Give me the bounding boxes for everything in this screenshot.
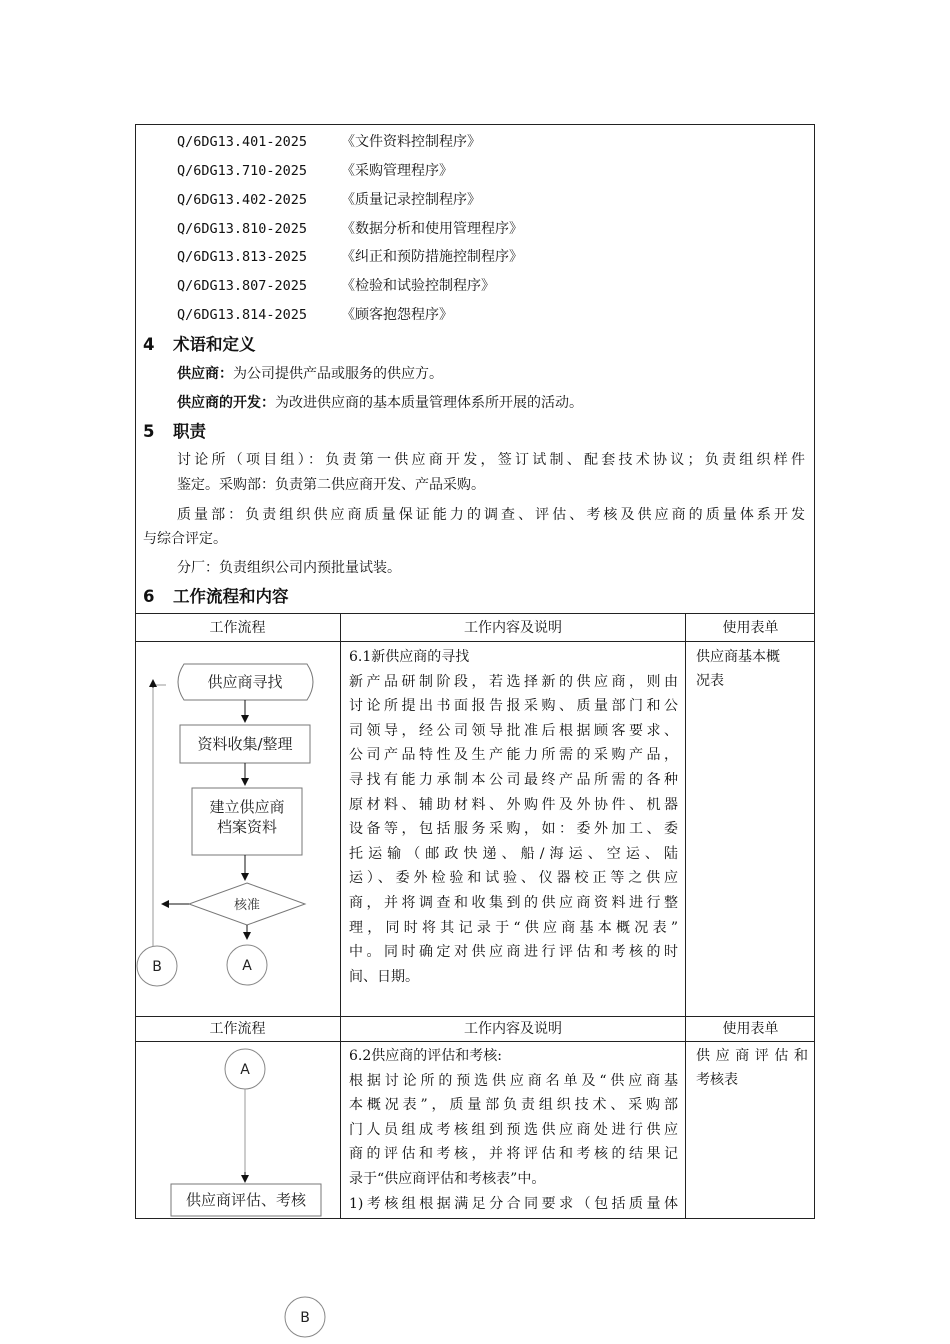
row1-content-line: 托运输（邮政快递、船/海运、空运、陆 — [349, 845, 678, 862]
row2-content — [349, 1044, 678, 1216]
reference-item: Q/6DG13.807-2025 《检验和试验控制程序》 — [177, 278, 495, 294]
row2-forms-line1: 供应商评估和 — [696, 1048, 808, 1064]
row1-content-line: 6.1新供应商的寻找 — [349, 649, 470, 665]
definition-supplier: 供应商：为公司提供产品或服务的供应方。 — [177, 366, 443, 382]
row2-content-line: 根据讨论所的预选供应商名单及“供应商基 — [349, 1072, 678, 1089]
flowchart-supplier-search — [135, 642, 340, 1016]
header-forms: 使用表单 — [722, 1021, 779, 1037]
row1-forms-line2: 况表 — [696, 673, 724, 689]
reference-item: Q/6DG13.813-2025 《纠正和预防措施控制程序》 — [177, 249, 523, 265]
row1-forms-line1: 供应商基本概 — [696, 649, 780, 665]
row1-content-line: 设备等，包括服务采购，如：委外加工、委 — [349, 821, 678, 838]
reference-item: Q/6DG13.810-2025 《数据分析和使用管理程序》 — [177, 221, 523, 237]
row1-content-line: 公司产品特性及生产能力所需的采购产品， — [349, 747, 678, 764]
row1-content-line: 间、日期。 — [349, 968, 419, 985]
row2-content-line: 1)考核组根据满足分合同要求（包括质量体 — [349, 1195, 678, 1212]
connector-b-label: B — [152, 959, 162, 975]
flowchart-supplier-evaluation — [135, 1042, 340, 1219]
connector-a-label: A — [240, 1062, 250, 1078]
row2-forms — [696, 1044, 808, 1092]
table-column-divider — [340, 613, 341, 1219]
step-build-file-line2: 档案资料 — [216, 818, 278, 836]
row1-content-line: 寻找有能力承制本公司最终产品所需的各种 — [349, 771, 678, 788]
section-6-heading: 6 工作流程和内容 — [143, 587, 289, 606]
footer-connector-b — [283, 1296, 327, 1340]
row1-content-line: 中。同时确定对供应商进行评估和考核的时 — [349, 944, 678, 961]
decision-approve: 核准 — [233, 898, 261, 913]
connector-b-label: B — [300, 1310, 310, 1326]
step-build-file-line1: 建立供应商 — [209, 798, 285, 816]
step-supplier-search: 供应商寻找 — [207, 673, 283, 691]
row2-content-line: 门人员组成考核组到预选供应商处进行供应 — [349, 1121, 678, 1138]
row1-content-line: 理，同时将其记录于“供应商基本概况表” — [349, 919, 678, 936]
row1-content-line: 讨论所提出书面报告报采购、质量部门和公 — [349, 698, 678, 715]
row1-content — [349, 645, 678, 989]
header-flow: 工作流程 — [209, 620, 266, 636]
row1-content-line: 运）、委外检验和试验、仪器校正等之供应 — [349, 870, 678, 887]
row2-content-line: 6.2供应商的评估和考核: — [349, 1048, 502, 1064]
table-top-border — [135, 613, 815, 614]
header-content: 工作内容及说明 — [464, 1021, 562, 1037]
section-4-heading: 4 术语和定义 — [143, 335, 256, 354]
reference-item: Q/6DG13.814-2025 《顾客抱怨程序》 — [177, 307, 453, 323]
duty-research-institute-line2: 鉴定。采购部：负责第二供应商开发、产品采购。 — [177, 477, 485, 493]
header-forms: 使用表单 — [722, 620, 779, 636]
header-flow: 工作流程 — [209, 1021, 266, 1037]
row1-content-line: 新产品研制阶段，若选择新的供应商，则由 — [349, 673, 678, 690]
row2-content-line: 本概况表”，质量部负责组织技术、采购部 — [349, 1097, 678, 1114]
definition-supplier-development: 供应商的开发：为改进供应商的基本质量管理体系所开展的活动。 — [177, 395, 583, 411]
row1-content-line: 原材料、辅助材料、外购件及外协件、机器 — [349, 796, 678, 813]
header-content: 工作内容及说明 — [464, 620, 562, 636]
section-5-heading: 5 职责 — [143, 422, 206, 441]
row1-forms — [696, 645, 808, 693]
duty-branch-factory: 分厂：负责组织公司内预批量试装。 — [177, 560, 401, 576]
connector-a-label: A — [242, 958, 252, 974]
step-data-collection: 资料收集/整理 — [197, 735, 293, 753]
duty-research-institute-line1: 讨论所（项目组）：负责第一供应商开发，签订试制、配套技术协议；负责组织样件 — [177, 452, 805, 468]
row2-content-line: 商的评估和考核，并将评估和考核的结果记 — [349, 1146, 678, 1163]
step-supplier-evaluation: 供应商评估、考核 — [185, 1191, 307, 1209]
reference-item: Q/6DG13.401-2025 《文件资料控制程序》 — [177, 134, 481, 150]
row1-content-line: 商，并将调查和收集到的供应商资料进行整 — [349, 894, 678, 911]
reference-item: Q/6DG13.402-2025 《质量记录控制程序》 — [177, 192, 481, 208]
row2-content-line: 录于“供应商评估和考核表”中。 — [349, 1170, 546, 1187]
row2-forms-line2: 考核表 — [696, 1072, 738, 1088]
table-column-divider — [685, 613, 686, 1219]
duty-quality-dept-line2: 与综合评定。 — [143, 531, 227, 547]
row1-content-line: 司领导，经公司领导批准后根据顾客要求、 — [349, 722, 678, 739]
reference-item: Q/6DG13.710-2025 《采购管理程序》 — [177, 163, 453, 179]
duty-quality-dept-line1: 质量部：负责组织供应商质量保证能力的调查、评估、考核及供应商的质量体系开发 — [177, 507, 805, 523]
